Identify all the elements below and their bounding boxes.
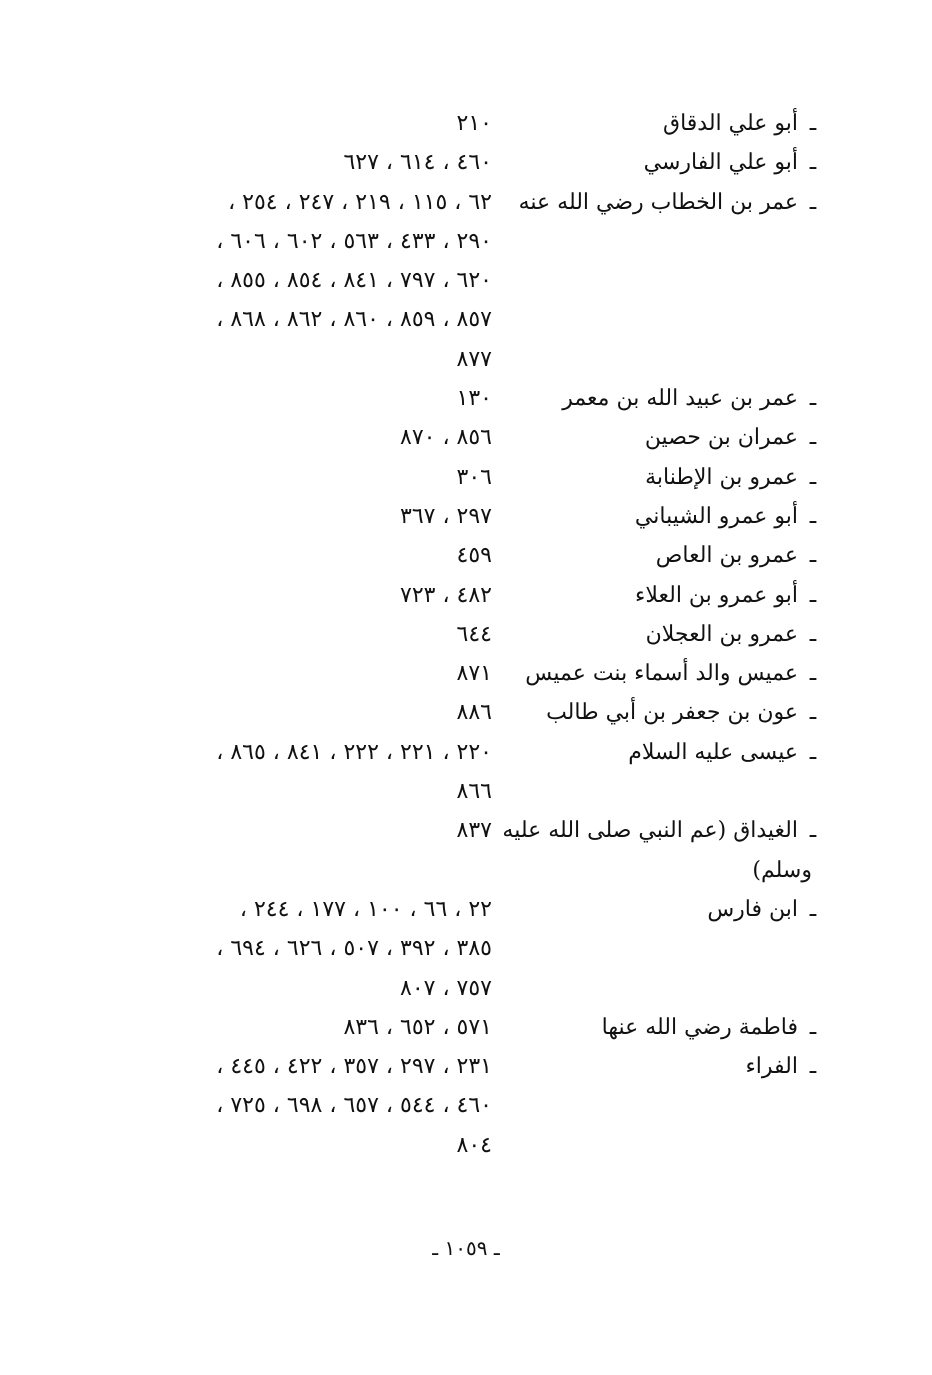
entry-dash: ـ xyxy=(809,503,817,529)
entry-pages: ٨٥٦ ، ٨٧٠ xyxy=(400,425,492,451)
entry-pages: ٥٧١ ، ٦٥٢ ، ٨٣٦ xyxy=(343,1014,492,1040)
entry-pages: ٤٦٠ ، ٦١٤ ، ٦٢٧ xyxy=(343,150,492,176)
index-entry xyxy=(140,654,820,693)
entry-dash: ـ xyxy=(809,582,817,608)
index-entry xyxy=(140,379,820,418)
index-entry xyxy=(140,615,820,654)
entry-dash: ـ xyxy=(809,464,817,490)
entry-name: أبو علي الفارسي xyxy=(643,150,798,176)
entry-pages: ٢١٠ xyxy=(456,111,492,136)
entry-dash: ـ xyxy=(809,1014,817,1040)
entry-pages-continuation-line xyxy=(140,300,820,339)
entry-name-continuation: وسلم) xyxy=(752,857,812,883)
entry-pages: ٦٤٤ xyxy=(456,621,492,647)
entry-pages-continuation: ٨٠٤ xyxy=(456,1132,492,1158)
entry-pages: ١٣٠ xyxy=(456,386,492,412)
entry-pages-continuation-line xyxy=(140,261,820,300)
entry-name: عمرو بن العاص xyxy=(655,543,798,569)
entry-dash: ـ xyxy=(809,150,817,176)
entry-pages-continuation: ٨٧٧ xyxy=(456,346,492,372)
entry-pages: ٣٠٦ xyxy=(456,464,492,490)
index-entry xyxy=(140,890,820,929)
entry-pages-continuation-line xyxy=(140,222,820,261)
index-entry xyxy=(140,811,820,850)
entry-pages-continuation-line xyxy=(140,772,820,811)
index-entry xyxy=(140,418,820,457)
entry-pages: ٢٣١ ، ٢٩٧ ، ٣٥٧ ، ٤٢٢ ، ٤٤٥ ، xyxy=(216,1054,492,1080)
entry-name: عمرو بن الإطنابة xyxy=(645,464,798,490)
entry-pages: ٢٩٧ ، ٣٦٧ xyxy=(400,503,492,529)
entry-dash: ـ xyxy=(809,739,817,765)
entry-name: ابن فارس xyxy=(707,896,798,922)
entry-pages-continuation-line xyxy=(140,1126,820,1165)
entry-name: عيسى عليه السلام xyxy=(628,739,798,765)
entry-name: عميس والد أسماء بنت عميس xyxy=(525,661,798,687)
entry-name: فاطمة رضي الله عنها xyxy=(601,1014,798,1040)
entry-dash: ـ xyxy=(809,543,817,569)
entry-name: عمر بن عبيد الله بن معمر xyxy=(562,386,798,412)
page-number: ـ ١٠٥٩ ـ xyxy=(432,1236,500,1260)
entry-name: عمران بن حصين xyxy=(644,425,798,451)
entry-pages: ٨٨٦ xyxy=(456,700,492,726)
entry-dash: ـ xyxy=(809,661,817,687)
name-index-list xyxy=(140,104,820,1165)
entry-name: أبو علي الدقاق xyxy=(663,111,798,136)
entry-name: الغيداق (عم النبي صلى الله عليه xyxy=(502,818,798,844)
entry-pages-continuation-line xyxy=(140,1086,820,1125)
entry-pages-continuation: ٨٥٧ ، ٨٥٩ ، ٨٦٠ ، ٨٦٢ ، ٨٦٨ ، xyxy=(216,307,492,333)
entry-pages-continuation: ٨٦٦ xyxy=(456,779,492,805)
entry-dash: ـ xyxy=(809,1054,817,1080)
entry-name: عمر بن الخطاب رضي الله عنه xyxy=(518,189,798,215)
entry-name-continuation-line xyxy=(140,851,820,890)
entry-pages: ٢٢٠ ، ٢٢١ ، ٢٢٢ ، ٨٤١ ، ٨٦٥ ، xyxy=(216,739,492,765)
index-entry xyxy=(140,104,820,143)
index-entry xyxy=(140,693,820,732)
entry-pages: ٨٣٧ xyxy=(456,818,492,844)
entry-dash: ـ xyxy=(809,111,817,136)
entry-dash: ـ xyxy=(809,189,817,215)
entry-pages: ٨٧١ xyxy=(456,661,492,687)
index-entry xyxy=(140,183,820,222)
index-entry xyxy=(140,143,820,182)
entry-pages-continuation: ٦٢٠ ، ٧٩٧ ، ٨٤١ ، ٨٥٤ ، ٨٥٥ ، xyxy=(216,268,492,294)
entry-name: الفراء xyxy=(745,1054,798,1080)
entry-name: أبو عمرو بن العلاء xyxy=(635,582,798,608)
entry-name: أبو عمرو الشيباني xyxy=(634,503,798,529)
entry-dash: ـ xyxy=(809,896,817,922)
index-entry xyxy=(140,536,820,575)
entry-pages-continuation: ٢٩٠ ، ٤٣٣ ، ٥٦٣ ، ٦٠٢ ، ٦٠٦ ، xyxy=(216,228,492,254)
entry-name: عون بن جعفر بن أبي طالب xyxy=(546,700,798,726)
index-entry xyxy=(140,733,820,772)
entry-name: عمرو بن العجلان xyxy=(645,621,798,647)
entry-pages: ٤٨٢ ، ٧٢٣ xyxy=(400,582,492,608)
entry-dash: ـ xyxy=(809,386,817,412)
entry-dash: ـ xyxy=(809,425,817,451)
entry-pages-continuation-line xyxy=(140,969,820,1008)
entry-pages-continuation-line xyxy=(140,340,820,379)
index-entry xyxy=(140,1047,820,1086)
entry-pages: ٤٥٩ xyxy=(456,543,492,569)
entry-dash: ـ xyxy=(809,700,817,726)
entry-dash: ـ xyxy=(809,621,817,647)
index-entry xyxy=(140,458,820,497)
index-entry xyxy=(140,576,820,615)
entry-pages: ٦٢ ، ١١٥ ، ٢١٩ ، ٢٤٧ ، ٢٥٤ ، xyxy=(228,189,492,215)
index-entry xyxy=(140,1008,820,1047)
entry-pages-continuation: ٣٨٥ ، ٣٩٢ ، ٥٠٧ ، ٦٢٦ ، ٦٩٤ ، xyxy=(216,936,492,962)
entry-pages: ٢٢ ، ٦٦ ، ١٠٠ ، ١٧٧ ، ٢٤٤ ، xyxy=(239,896,492,922)
entry-pages-continuation: ٤٦٠ ، ٥٤٤ ، ٦٥٧ ، ٦٩٨ ، ٧٢٥ ، xyxy=(216,1093,492,1119)
entry-pages-continuation: ٧٥٧ ، ٨٠٧ xyxy=(400,975,492,1001)
index-entry xyxy=(140,497,820,536)
entry-dash: ـ xyxy=(809,818,817,844)
entry-pages-continuation-line xyxy=(140,929,820,968)
